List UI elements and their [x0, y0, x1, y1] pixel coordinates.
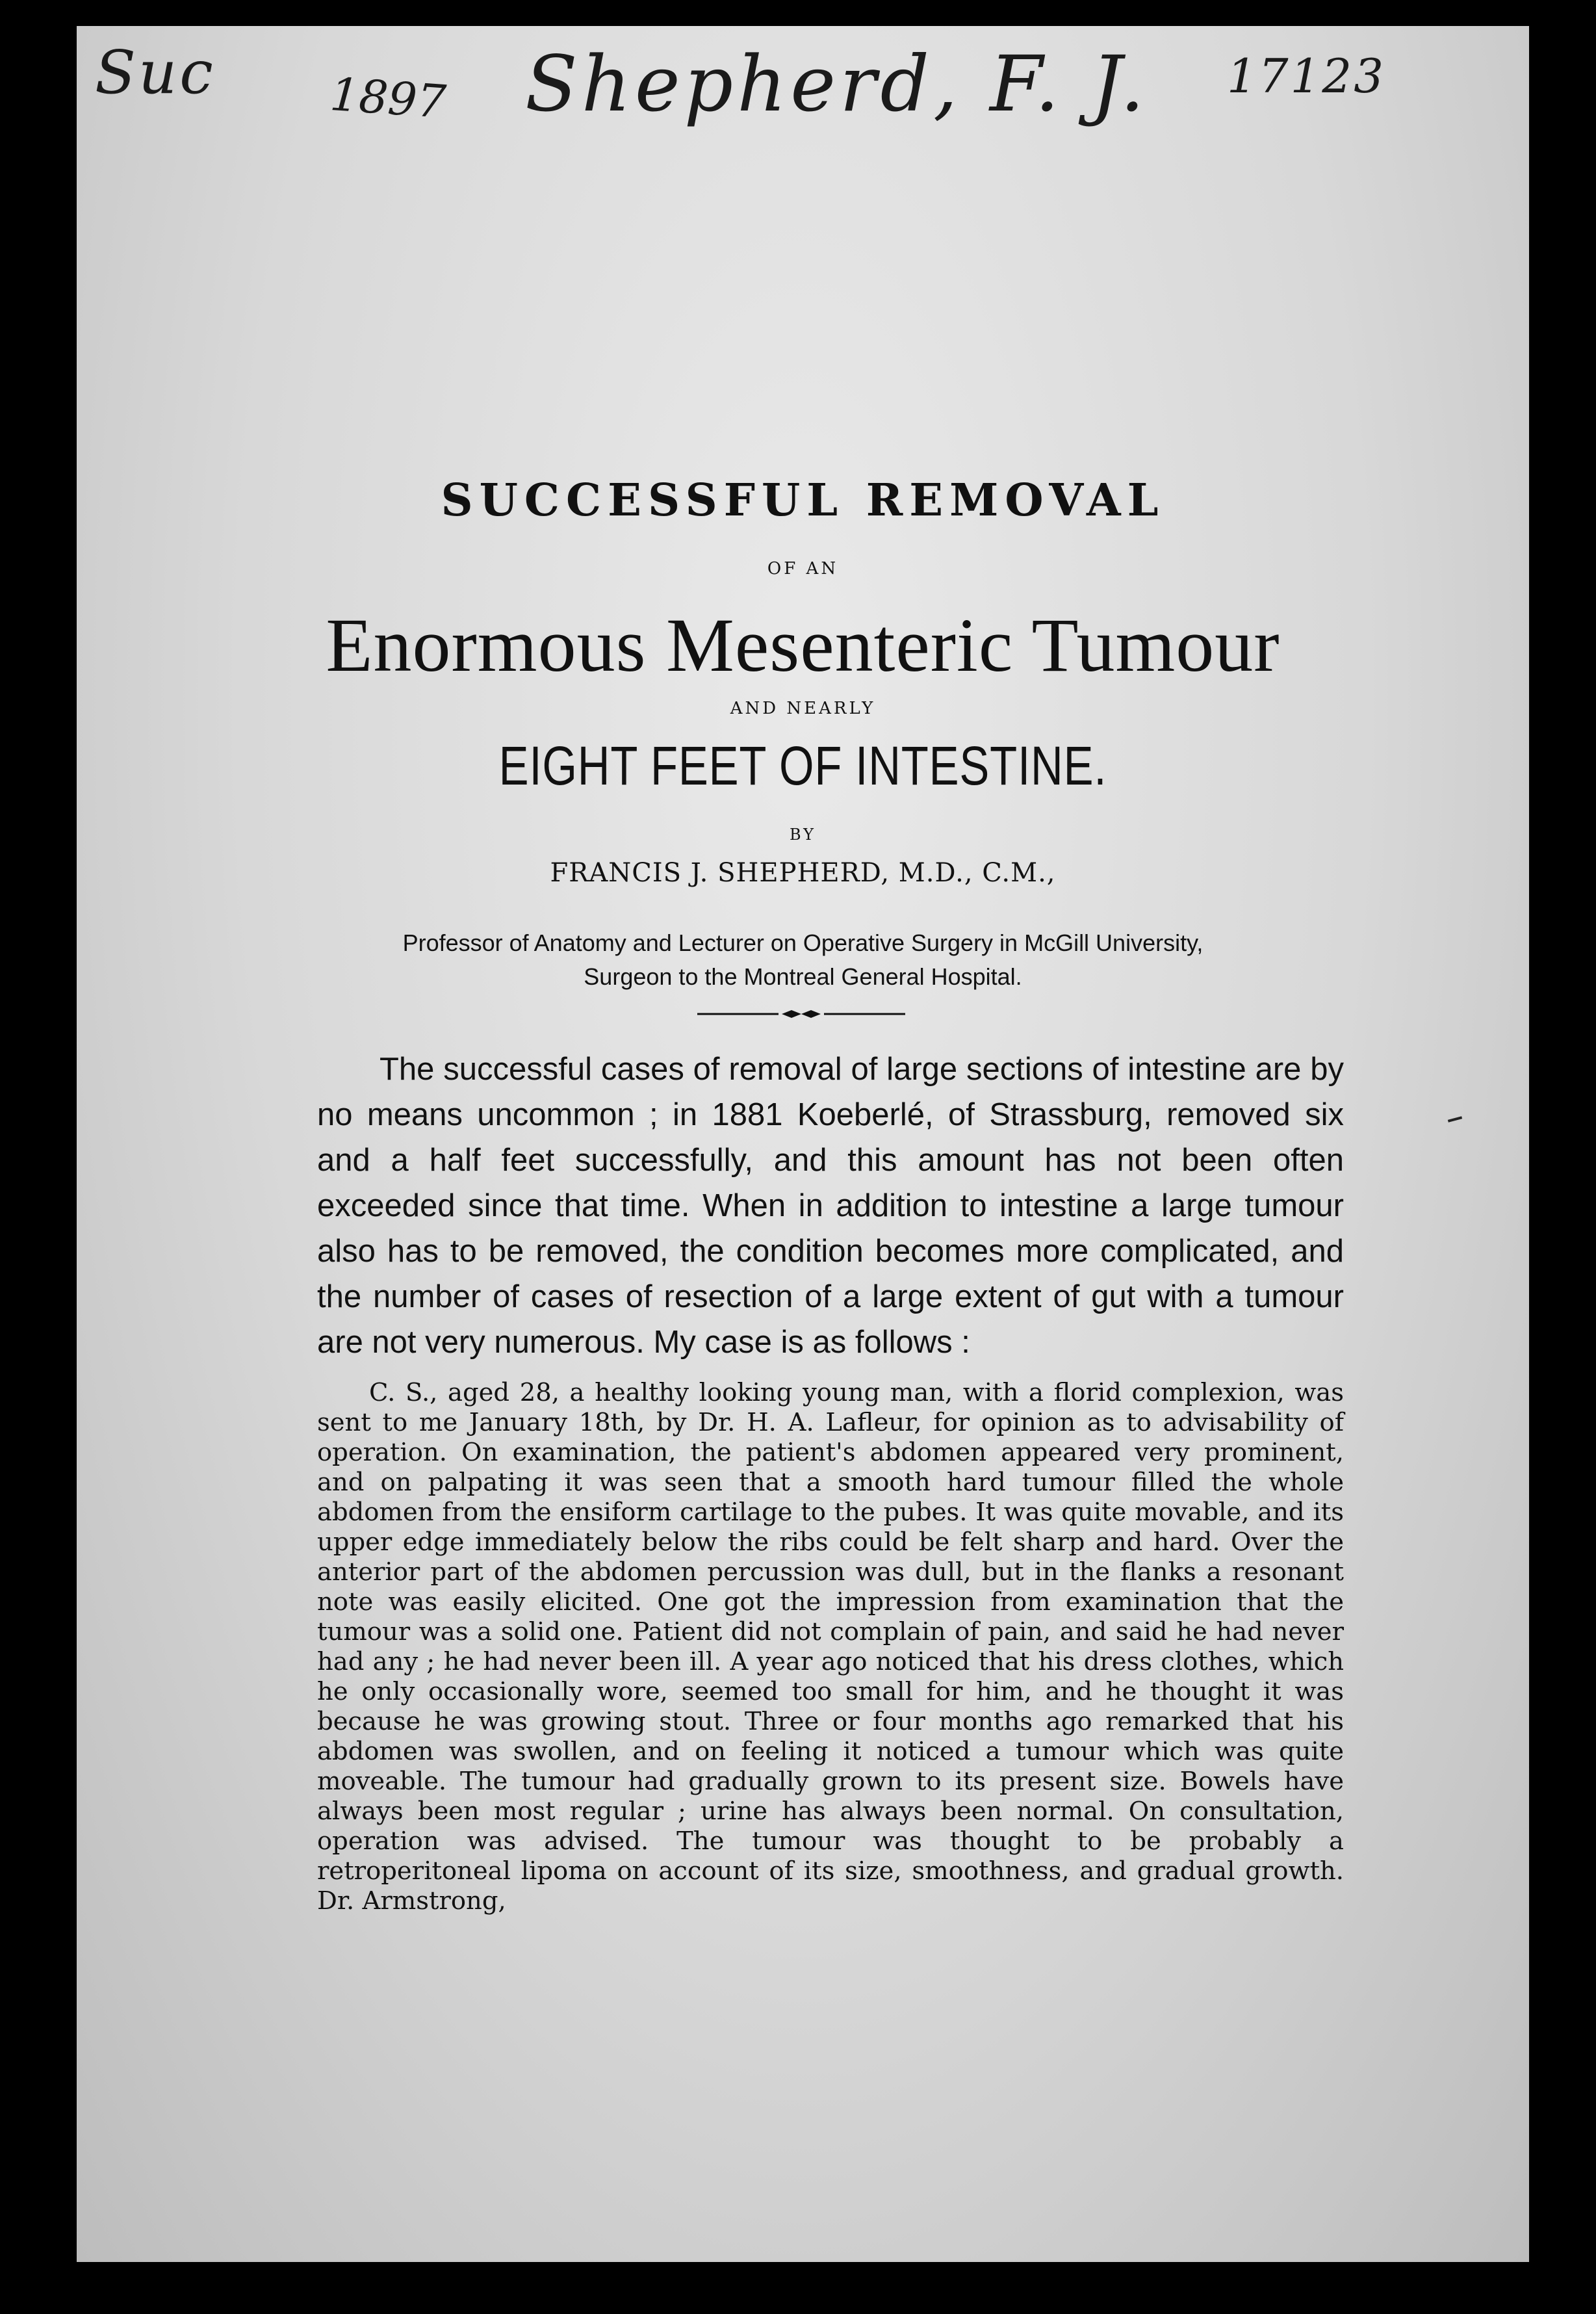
- document-page: [77, 26, 1529, 2262]
- byline-by: BY: [789, 826, 817, 844]
- intro-paragraph: The successful cases of removal of large sections of intestine are by no means uncommon ; in 1881 Koeberlé, of Strassburg, removed six and a half feet successfully, and this amount has not been often exceeded since that time. When in addition to intestine a large tumour also has to be removed, the condition becomes more complicated, and the number of cases of resection of a large extent of gut with a tumour are not very numerous. My case is as follows :: [317, 1052, 1344, 1360]
- handwritten-year: 1897: [328, 67, 448, 129]
- margin-mark: [1448, 1116, 1462, 1123]
- affiliation-line-1: Professor of Anatomy and Lecturer on Operative Surgery in McGill University,: [402, 930, 1203, 956]
- handwritten-author-name: Shepherd, F. J.: [525, 39, 1149, 129]
- handwritten-code-right: 17123: [1227, 49, 1386, 103]
- title-connector-and-nearly: AND NEARLY: [730, 699, 876, 718]
- case-paragraph: C. S., aged 28, a healthy looking young man, with a florid complexion, was sent to me January 18th, by Dr. H. A. Lafleur, for opinion as to advisability of operation. On examination, the patient's abdomen appeared very prominent, and on palpating it was seen that a smooth hard tumour filled the whole abdomen from the ensiform cartilage to the pubes. It was quite movable, and its upper edge immediately below the ribs could be felt sharp and hard. Over the anterior part of the abdomen percussion was dull, but in the flanks a resonant note was easily elicited. One got the impression from examination that the tumour was a solid one. Patient did not complain of pain, and said he had never had any ; he had never been ill. A year ago noticed that his dress clothes, which he only occasionally wore, seemed too small for him, and he thought it was because he was growing stout. Three or four months ago remarked that his abdomen was swollen, and on feeling it noticed a tumour which was quite moveable. The tumour had gradually grown to its present size. Bowels have always been most regular ; urine has always been normal. On consultation, operation was advised. The tumour was thought to be probably a retroperitoneal lipoma on account of its size, smoothness, and gradual growth. Dr. Armstrong,: [317, 1378, 1344, 1916]
- title-connector-of-an: OF AN: [767, 559, 839, 578]
- title-line-1: SUCCESSFUL REMOVAL: [441, 474, 1165, 526]
- affiliation-line-2: Surgeon to the Montreal General Hospital.: [584, 963, 1022, 990]
- ornament-divider: [697, 1008, 905, 1020]
- handwritten-code-left: Suc: [95, 38, 216, 107]
- title-line-3: EIGHT FEET OF INTESTINE.: [498, 735, 1107, 796]
- byline-affiliation: [77, 926, 1529, 994]
- title-line-2: Enormous Mesenteric Tumour: [326, 603, 1280, 688]
- byline-author: FRANCIS J. SHEPHERD, M.D., C.M.,: [550, 858, 1056, 888]
